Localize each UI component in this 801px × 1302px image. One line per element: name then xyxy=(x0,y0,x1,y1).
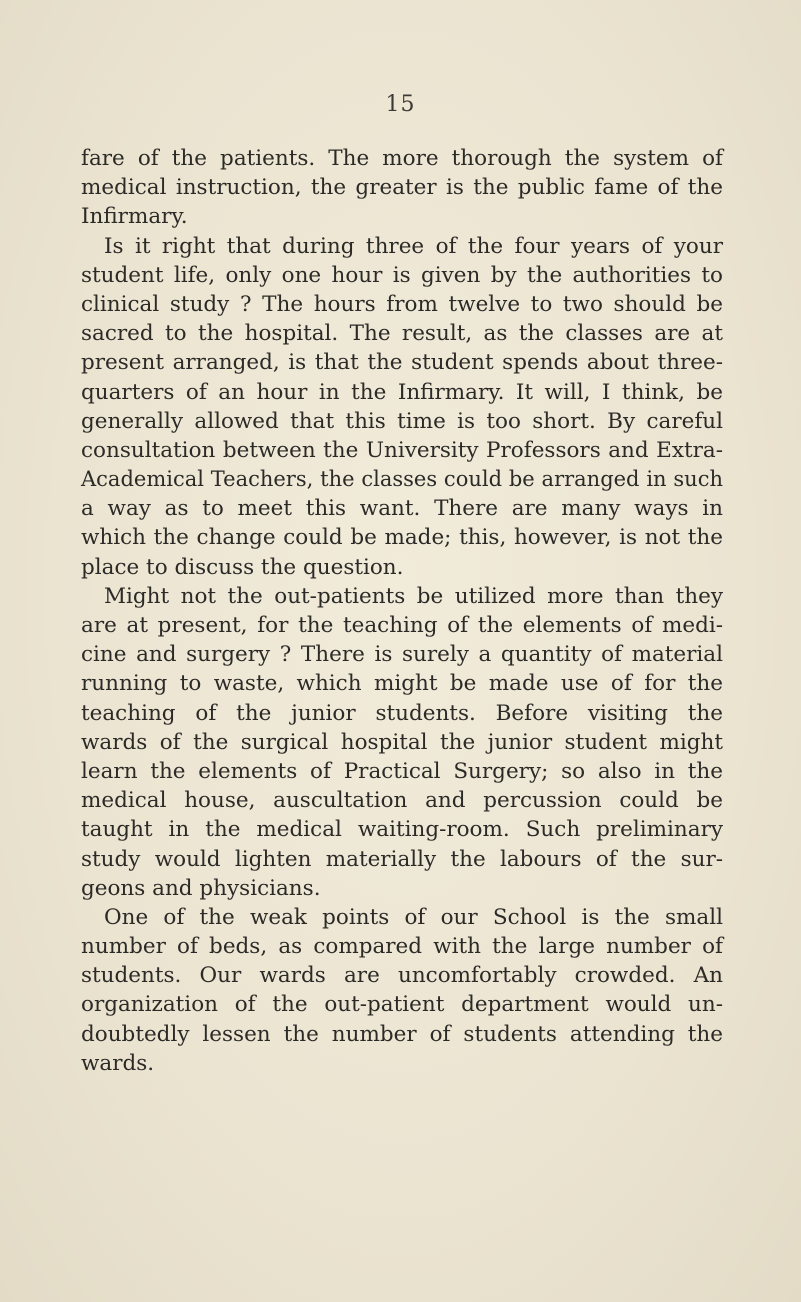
text-line: are at present, for the teaching of the elements of medi- xyxy=(81,613,723,638)
text-line: place to discuss the question. xyxy=(81,554,404,580)
text-line: wards of the surgical hospital the junior student might xyxy=(81,729,723,755)
text-line: fare of the patients. The more thorough the system of xyxy=(81,146,723,171)
body-text xyxy=(81,144,723,1078)
text-line: clinical study ? The hours from twelve to two should be xyxy=(81,291,723,317)
text-line: One of the weak points of our School is the small xyxy=(104,904,723,930)
text-line: consultation between the University Professors and Extra- xyxy=(81,437,723,463)
page-number: 15 xyxy=(385,92,416,117)
text-line: medical instruction, the greater is the public fame of the xyxy=(81,175,723,201)
text-line: doubtedly lessen the number of students attending the xyxy=(81,1021,723,1047)
text-line: study would lighten materially the labours of the sur- xyxy=(81,846,723,872)
text-line: present arranged, is that the student spends about three- xyxy=(81,350,723,376)
text-line: Might not the out-patients be utilized more than they xyxy=(104,583,723,609)
text-line: Infirmary. xyxy=(81,204,188,230)
text-line: number of beds, as compared with the large number of xyxy=(81,934,723,960)
text-line: running to waste, which might be made use of for the xyxy=(81,671,723,697)
text-line: organization of the out-patient department would un- xyxy=(81,992,723,1018)
text-line: student life, only one hour is given by the authorities to xyxy=(81,262,723,288)
text-line: generally allowed that this time is too short. By careful xyxy=(81,408,723,434)
text-line: teaching of the junior students. Before visiting the xyxy=(81,700,723,726)
text-line: sacred to the hospital. The result, as the classes are at xyxy=(81,321,723,347)
text-line: a way as to meet this want. There are many ways in xyxy=(81,496,723,522)
text-line: cine and surgery ? There is surely a quantity of material xyxy=(81,642,723,668)
text-line: wards. xyxy=(81,1050,155,1076)
text-line: students. Our wards are uncomfortably crowded. An xyxy=(81,963,723,989)
text-line: geons and physicians. xyxy=(81,875,321,901)
text-line: Academical Teachers, the classes could be arranged in such xyxy=(81,467,723,492)
text-line: which the change could be made; this, however, is not the xyxy=(81,525,723,551)
text-line: learn the elements of Practical Surgery; so also in the xyxy=(81,758,723,784)
text-line: quarters of an hour in the Infirmary. It will, I think, be xyxy=(81,379,723,405)
text-line: taught in the medical waiting-room. Such preliminary xyxy=(81,817,723,843)
text-line: medical house, auscultation and percussion could be xyxy=(81,788,723,814)
text-line: Is it right that during three of the four years of your xyxy=(104,233,723,259)
